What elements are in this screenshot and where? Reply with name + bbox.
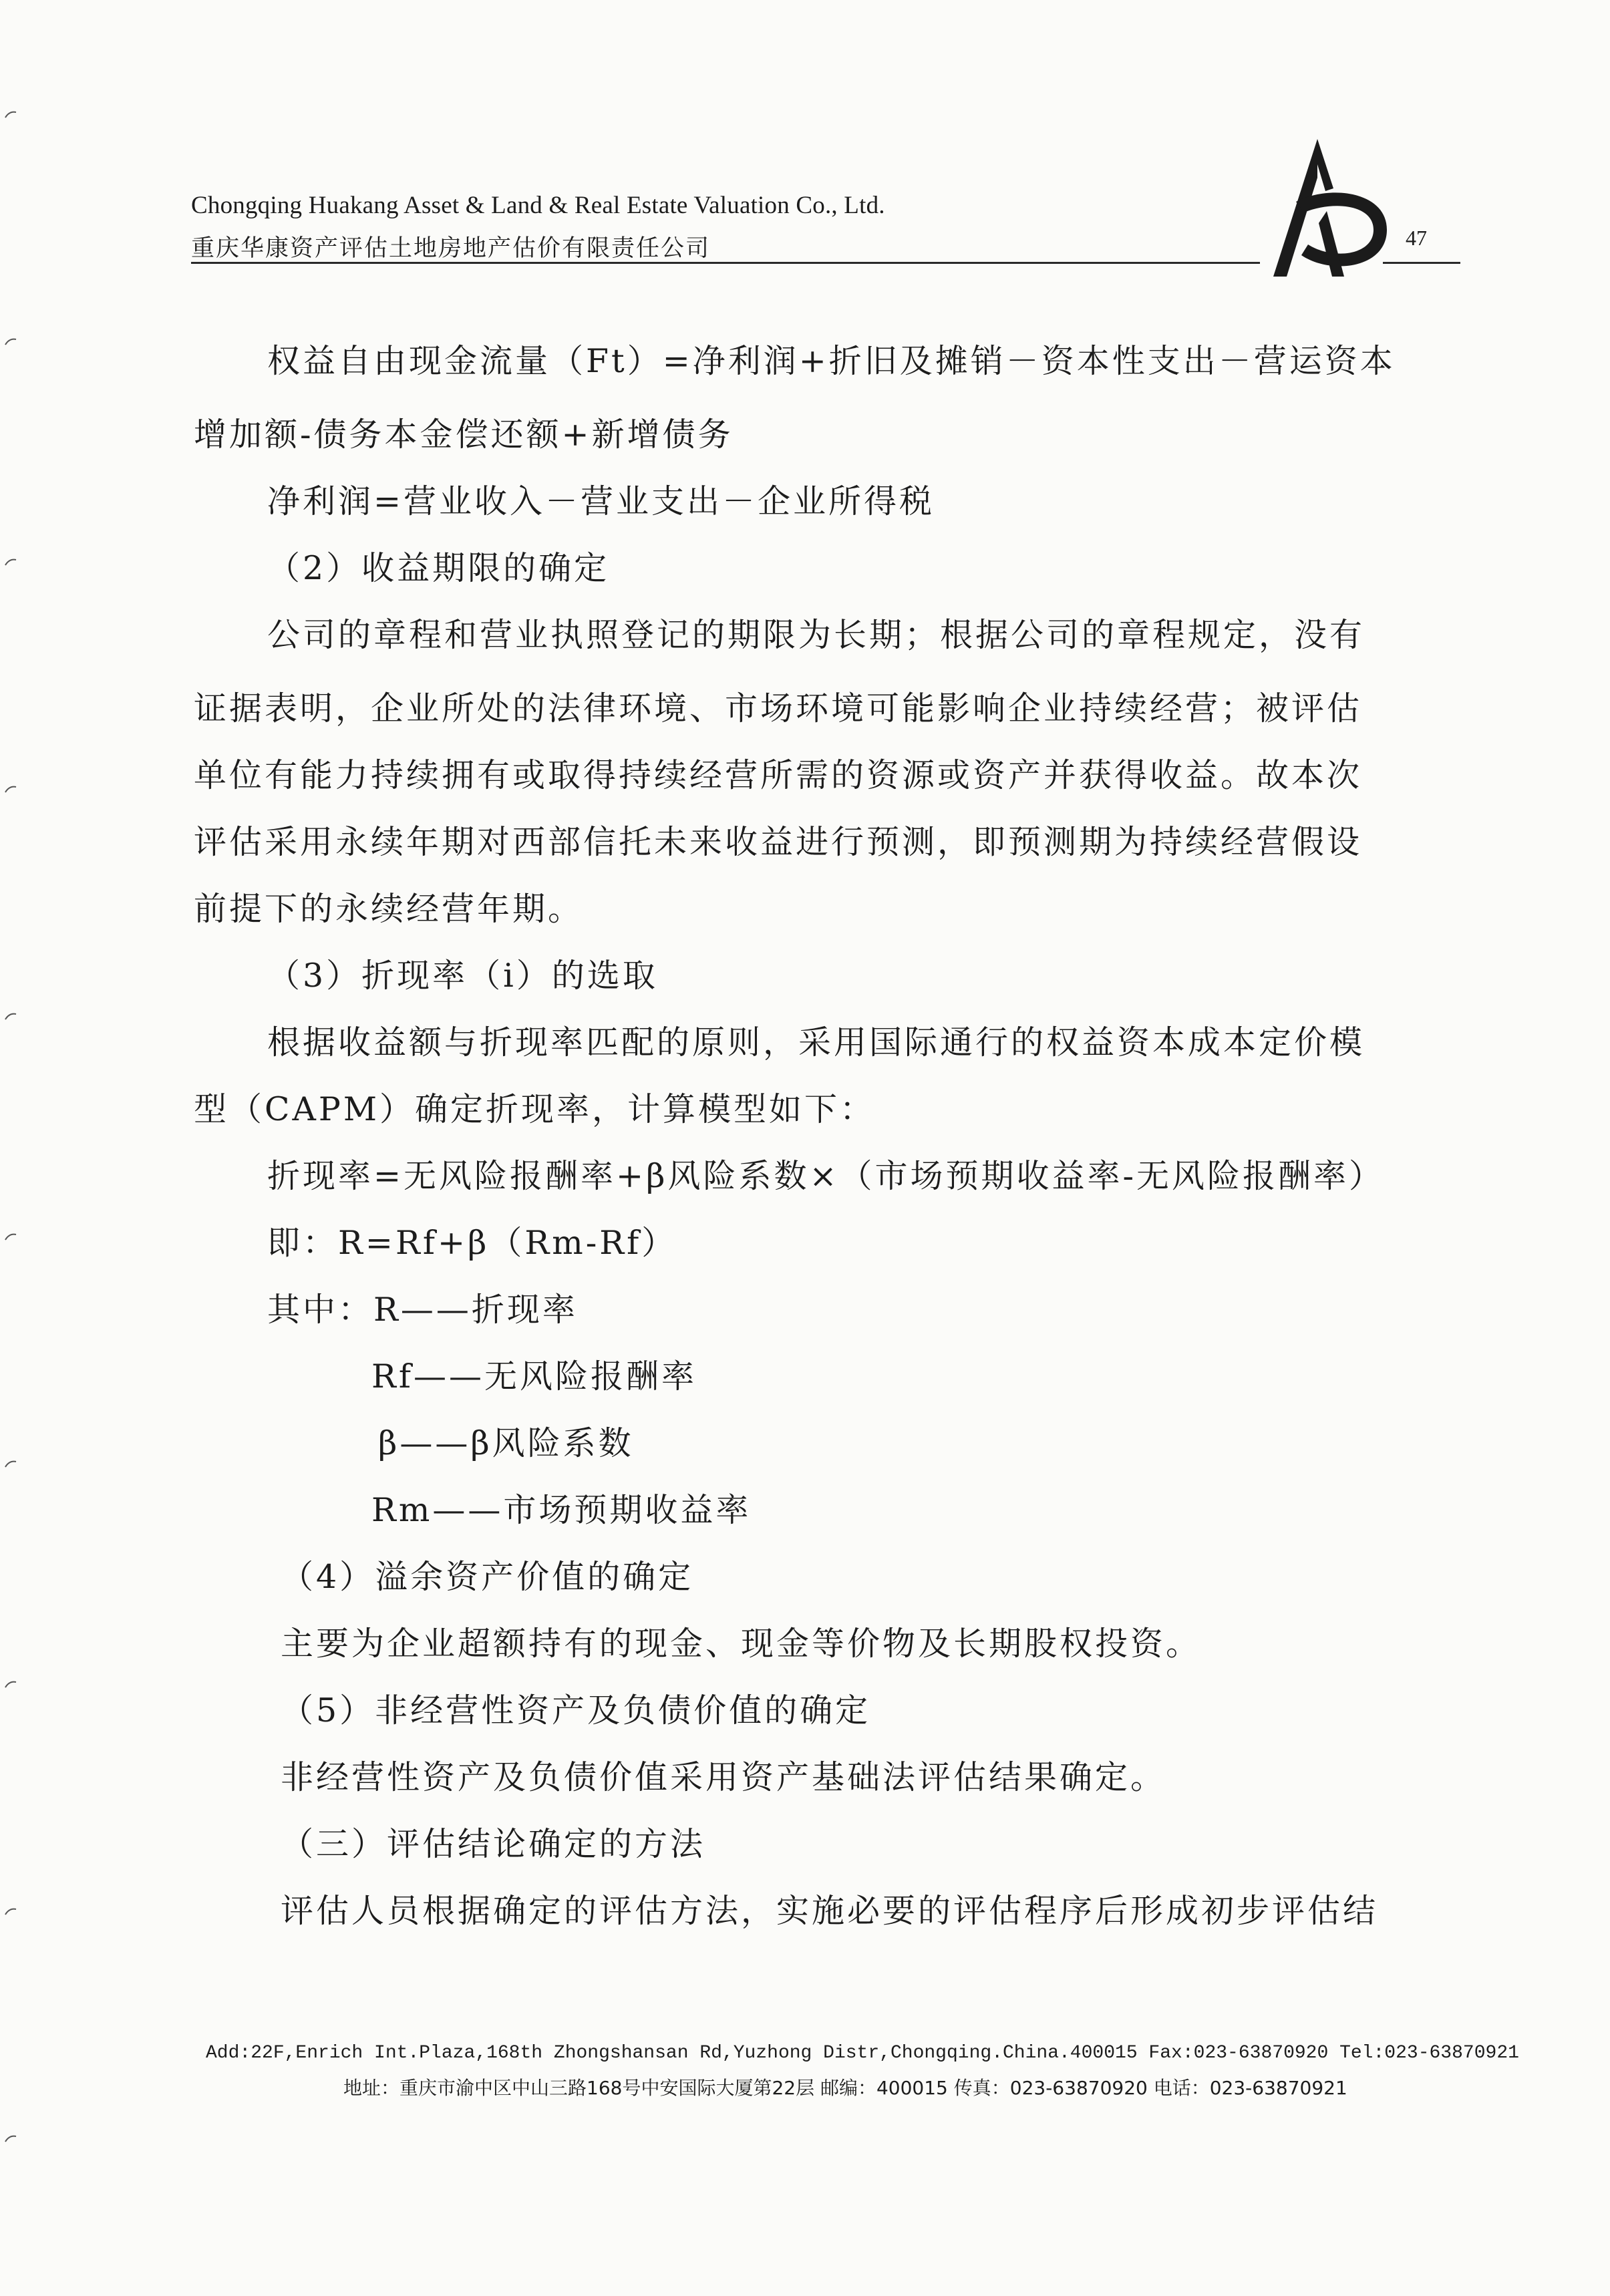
section-heading: （4）溢余资产价值的确定 — [281, 1558, 694, 1596]
header-divider — [191, 262, 1260, 264]
section-heading: （3）折现率（i）的选取 — [267, 957, 658, 995]
formula-line: 即：R=Rf+β（Rm-Rf） — [267, 1224, 677, 1262]
paragraph-line: 单位有能力持续拥有或取得持续经营所需的资源或资产并获得收益。故本次 — [194, 756, 1363, 794]
formula-definition: Rm——市场预期收益率 — [371, 1491, 752, 1529]
paragraph-line: 非经营性资产及负债价值采用资产基础法评估结果确定。 — [281, 1758, 1166, 1796]
company-name-en: Chongqing Huakang Asset & Land & Real Estate Valuation Co., Ltd. — [191, 192, 885, 219]
footer-address-en: Add:22F,Enrich Int.Plaza,168th Zhongshansan Rd,Yuzhong Distr,Chongqing.China.400015 Fax:023-63870920 Tel:023-63870921 — [206, 2043, 1519, 2064]
section-heading: （三）评估结论确定的方法 — [281, 1825, 706, 1863]
page-number-rule — [1383, 262, 1460, 264]
formula-definition: Rf——无风险报酬率 — [371, 1357, 697, 1396]
paragraph-line: 公司的章程和营业执照登记的期限为长期；根据公司的章程规定，没有 — [267, 616, 1365, 654]
formula-line: 折现率=无风险报酬率+β风险系数×（市场预期收益率-无风险报酬率） — [267, 1157, 1385, 1195]
formula-definition: β——β风险系数 — [378, 1424, 634, 1462]
formula-definition: 其中：R——折现率 — [267, 1291, 578, 1329]
paragraph-line: 评估人员根据确定的评估方法，实施必要的评估程序后形成初步评估结 — [281, 1892, 1379, 1930]
paragraph-line: 前提下的永续经营年期。 — [194, 890, 584, 928]
footer-address-cn: 地址：重庆市渝中区中山三路168号中安国际大厦第22层 邮编：400015 传真：023-63870920 电话：023-63870921 — [343, 2077, 1347, 2099]
paragraph-line: 权益自由现金流量（Ft）=净利润+折旧及摊销－资本性支出－营运资本 — [267, 342, 1396, 380]
section-heading: （5）非经营性资产及负债价值的确定 — [281, 1691, 871, 1730]
company-name-cn: 重庆华康资产评估土地房地产估价有限责任公司 — [191, 235, 711, 262]
paragraph-line: 主要为企业超额持有的现金、现金等价物及长期股权投资。 — [281, 1625, 1202, 1663]
paragraph-line: 评估采用永续年期对西部信托未来收益进行预测，即预测期为持续经营假设 — [194, 823, 1363, 861]
company-logo-icon — [1269, 138, 1390, 281]
paragraph-line: 型（CAPM）确定折现率，计算模型如下： — [194, 1090, 876, 1128]
paragraph-line: 增加额-债务本金偿还额+新增债务 — [194, 416, 734, 454]
binding-marks — [0, 0, 27, 2296]
paragraph-line: 净利润=营业收入－营业支出－企业所得税 — [267, 482, 935, 520]
paragraph-line: 根据收益额与折现率匹配的原则，采用国际通行的权益资本成本定价模 — [267, 1023, 1365, 1061]
section-heading: （2）收益期限的确定 — [267, 549, 610, 587]
page-number: 47 — [1406, 226, 1427, 250]
paragraph-line: 证据表明，企业所处的法律环境、市场环境可能影响企业持续经营；被评估 — [194, 689, 1363, 727]
